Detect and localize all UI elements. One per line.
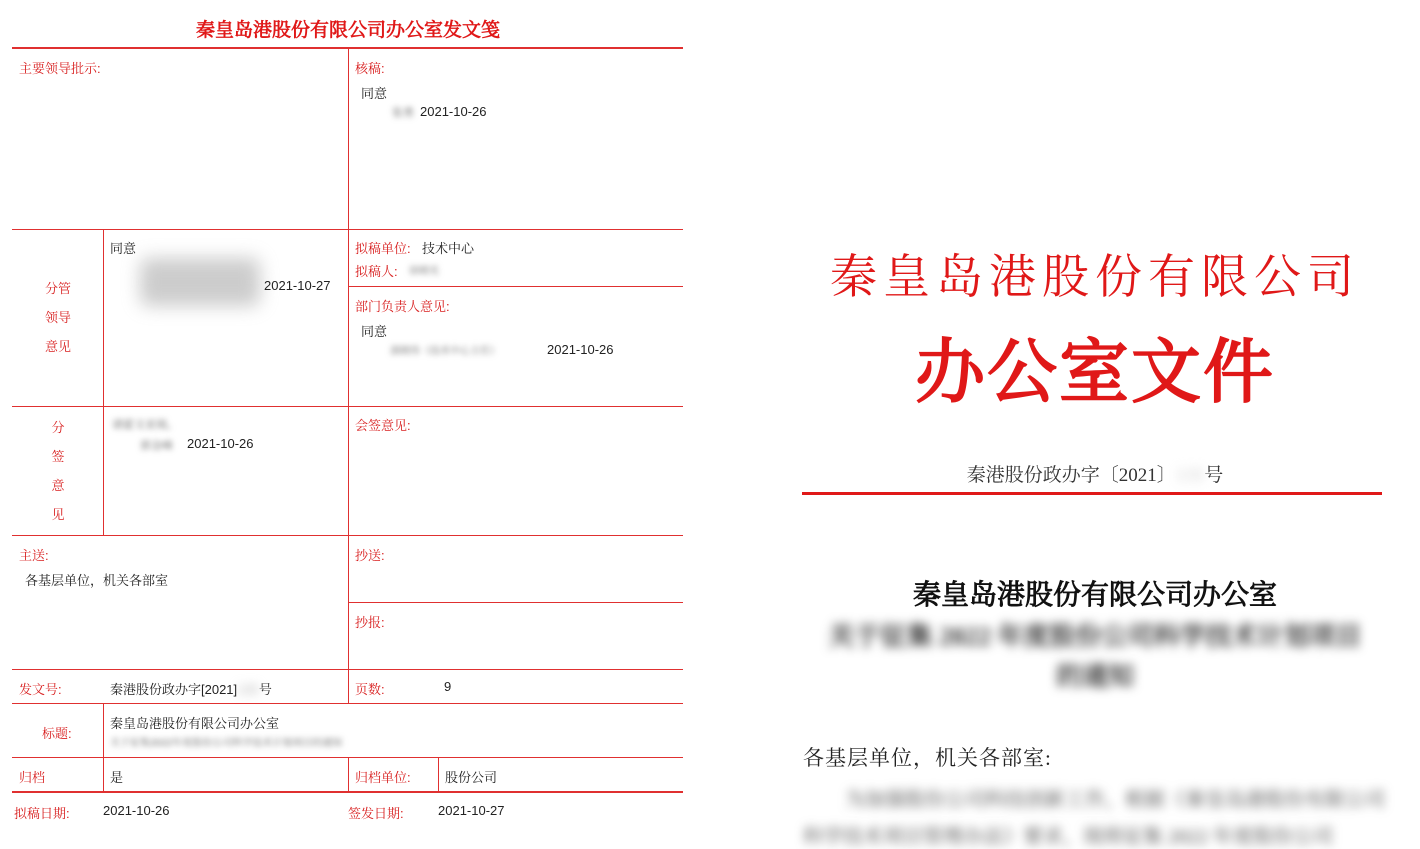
draft-unit-label: 拟稿单位: <box>355 241 411 256</box>
dept-head-label: 部门负责人意见: <box>355 299 450 314</box>
draft-date-label: 拟稿日期: <box>14 806 70 821</box>
document-subject-1: 关于征集 2022 年度股份公司科学技术计划项目 <box>828 622 1362 651</box>
document-company: 秦皇岛港股份有限公司 <box>830 250 1360 305</box>
pages-label: 页数: <box>355 682 385 697</box>
dept-date: 2021-10-26 <box>547 342 614 357</box>
cc-label: 抄送: <box>355 548 385 563</box>
doc-no-value: 秦港股份政办字[2021]135号 <box>110 682 272 697</box>
pages-value: 9 <box>444 679 452 694</box>
dept-signature: 邵晓伟（技术中心主任） <box>390 346 500 357</box>
drafter-label: 拟稿人: <box>355 264 398 279</box>
countersign-label: 会签意见: <box>355 418 411 433</box>
subject-line-1: 秦皇岛港股份有限公司办公室 <box>110 716 280 731</box>
draft-date-value: 2021-10-26 <box>103 803 170 818</box>
document-addressee: 各基层单位，机关各部室: <box>803 746 1052 770</box>
doc-no-label: 发文号: <box>19 682 62 697</box>
review-opinion: 同意 <box>361 86 388 101</box>
sign-date: 2021-10-26 <box>187 436 254 451</box>
document-subject-2: 的通知 <box>1055 662 1134 691</box>
branch-signature <box>140 258 260 306</box>
archive-label: 归档 <box>19 770 46 785</box>
archive-unit-label: 归档单位: <box>355 770 411 785</box>
main-send-value: 各基层单位，机关各部室 <box>25 573 169 588</box>
review-date: 2021-10-26 <box>420 104 487 119</box>
issue-date-value: 2021-10-27 <box>438 803 505 818</box>
branch-leader-label: 分管 领导 意见 <box>44 281 71 354</box>
form-title: 秦皇岛港股份有限公司办公室发文笺 <box>195 19 500 41</box>
dept-opinion: 同意 <box>361 324 388 339</box>
document-office-file: 办公室文件 <box>915 330 1275 413</box>
branch-date: 2021-10-27 <box>264 278 331 293</box>
review-signature: 张勇 <box>392 107 414 119</box>
document-body-2: 科学技术项目管理办法》要求，现将征集 2022 年度股份公司 <box>803 826 1333 848</box>
subject-label: 标题: <box>42 726 72 741</box>
subject-line-2: 关于征集2022年度股份公司科学技术计划项目的通知 <box>110 738 343 749</box>
leader-instruction-label: 主要领导批示: <box>19 61 101 76</box>
document-number: 秦港股份政办字〔2021〕135号 <box>966 465 1224 486</box>
report-to-label: 抄报: <box>355 615 385 630</box>
document-issuer: 秦皇岛港股份有限公司办公室 <box>912 580 1277 611</box>
sign-signature: 郭金峰 <box>140 440 173 452</box>
document-red-rule <box>802 492 1382 495</box>
archive-unit-value: 股份公司 <box>445 770 498 785</box>
draft-unit: 技术中心 <box>422 241 475 256</box>
countersign-side-label: 分 签 意 见 <box>51 420 65 522</box>
issue-date-label: 签发日期: <box>348 806 404 821</box>
main-send-label: 主送: <box>19 548 49 563</box>
document-body-1: 为加强股份公司科技创新工作，根据《秦皇岛港股份有限公司 <box>845 789 1385 811</box>
archive-value: 是 <box>110 770 124 785</box>
branch-opinion: 同意 <box>110 241 137 256</box>
drafter-name: 徐晓光 <box>409 266 439 277</box>
review-label: 核稿: <box>355 61 385 76</box>
sign-instruction: 请霍文亚阅。 <box>112 419 178 431</box>
